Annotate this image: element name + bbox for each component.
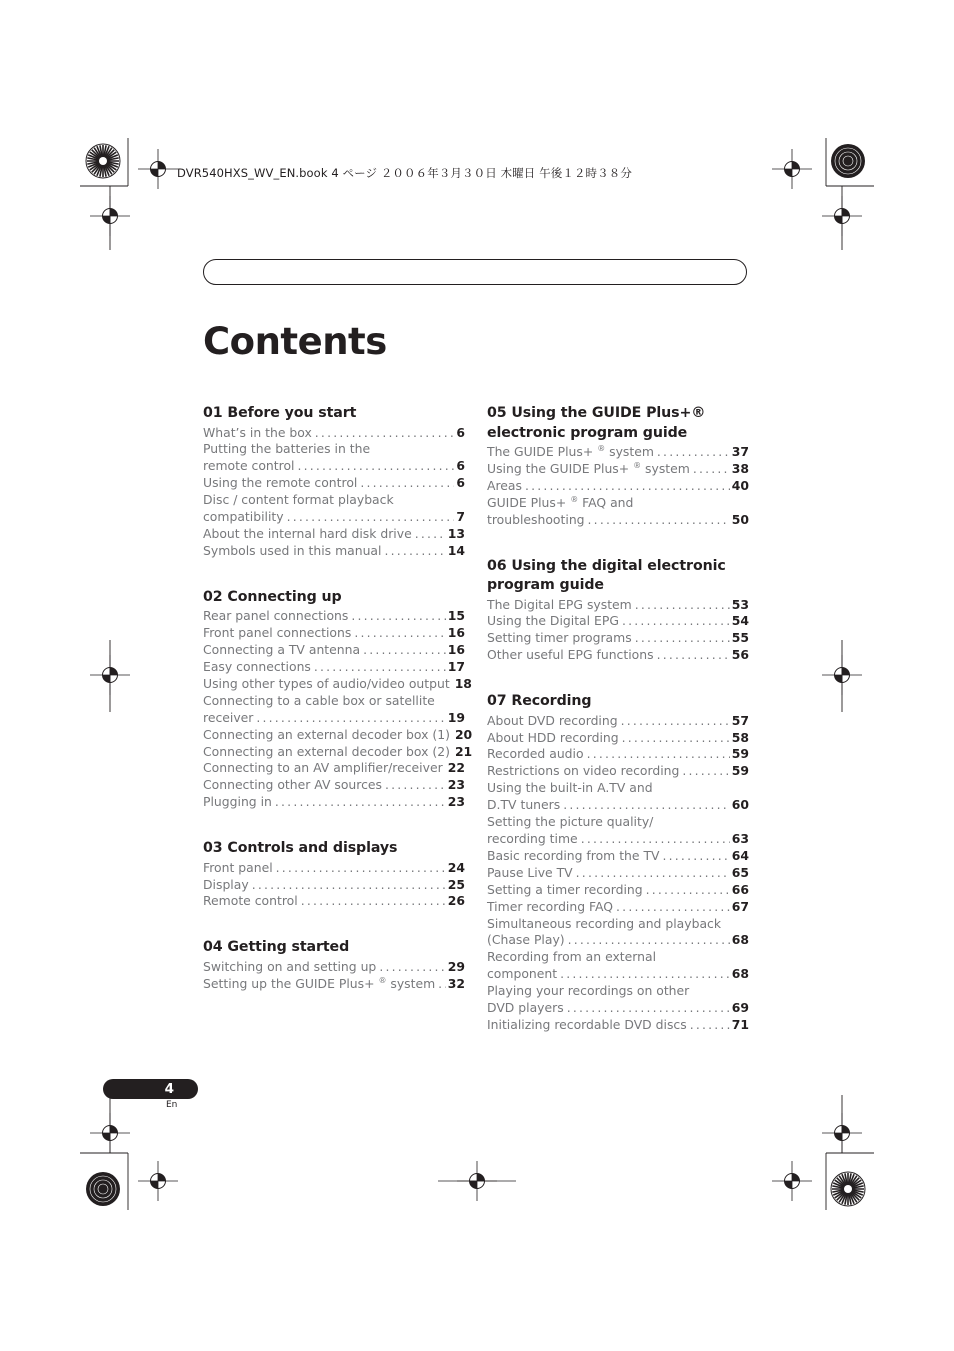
toc-entry[interactable] <box>487 444 749 461</box>
section-title: 06 Using the digital electronic program guide <box>487 557 726 594</box>
section-title: 02 Connecting up <box>203 588 342 605</box>
toc-page-number: 59 <box>731 763 749 779</box>
toc-right-column <box>487 404 749 1062</box>
toc-entry-line <box>203 509 465 526</box>
dot-leader <box>690 1017 730 1034</box>
toc-entry-title: Using the GUIDE Plus+ ® system <box>487 460 690 476</box>
toc-section <box>203 404 465 560</box>
toc-entry-title: Setting a timer recording <box>487 881 643 897</box>
toc-entry-title: receiver <box>203 709 254 725</box>
toc-entry[interactable] <box>203 475 465 492</box>
toc-page-number: 60 <box>731 797 749 813</box>
toc-entry-title: Connecting to a cable box or satellite <box>203 692 435 708</box>
dot-leader <box>567 1000 730 1017</box>
toc-entry-title: Basic recording from the TV <box>487 847 660 863</box>
page-title: Contents <box>203 320 387 363</box>
dot-leader <box>275 794 446 811</box>
toc-entry-line <box>487 848 749 865</box>
dot-leader <box>252 877 446 894</box>
toc-entry-line <box>203 976 465 993</box>
toc-entry-title: Recorded audio <box>487 746 584 762</box>
toc-entry-title: Disc / content format playback <box>203 492 394 508</box>
dot-leader <box>385 777 446 794</box>
toc-entry-title: Easy connections <box>203 658 311 674</box>
toc-entry[interactable] <box>487 848 749 865</box>
dot-leader <box>587 746 730 763</box>
toc-entry-line <box>203 425 465 442</box>
toc-section <box>203 839 465 910</box>
dot-leader <box>693 461 730 478</box>
toc-entry-line <box>203 543 465 560</box>
toc-entry-line <box>203 794 465 811</box>
toc-entry-title: Recording from an external <box>487 949 657 965</box>
toc-entry[interactable] <box>487 461 749 478</box>
toc-page-number: 55 <box>731 630 749 646</box>
toc-entry-title: Using other types of audio/video output <box>203 675 450 691</box>
toc-entry-title: Symbols used in this manual <box>203 542 382 558</box>
page-number-tab <box>103 1079 198 1099</box>
dot-leader <box>616 899 730 916</box>
toc-entry-title: Display <box>203 876 249 892</box>
toc-entry[interactable] <box>203 675 472 693</box>
toc-entry-title: Plugging in <box>203 794 272 810</box>
section-title: 05 Using the GUIDE Plus+® electronic program guide <box>487 405 706 441</box>
toc-entry-line <box>487 814 749 831</box>
toc-page-number: 38 <box>731 460 749 476</box>
toc-entry-title: troubleshooting <box>487 511 585 527</box>
toc-entry-line <box>203 893 465 910</box>
dot-leader <box>588 512 730 529</box>
dot-leader <box>560 966 730 983</box>
toc-entry-title: Other useful EPG functions <box>487 647 654 663</box>
toc-entry-line <box>487 647 749 664</box>
toc-entry[interactable] <box>203 642 465 659</box>
toc-entry-title: Setting the picture quality/ <box>487 814 654 830</box>
toc-entry-line <box>203 608 465 625</box>
dot-leader <box>360 475 454 492</box>
toc-entry[interactable] <box>487 865 749 882</box>
dot-leader <box>622 730 730 747</box>
dot-leader <box>682 763 729 780</box>
toc-entry-line <box>487 916 749 933</box>
toc-entry[interactable] <box>487 495 749 529</box>
toc-page-number: 6 <box>456 475 465 491</box>
toc-page-number: 64 <box>731 847 749 863</box>
dot-leader <box>314 659 446 676</box>
toc-entry-title: Initializing recordable DVD discs <box>487 1016 687 1032</box>
toc-entry-title: The Digital EPG system <box>487 596 632 612</box>
toc-entry-line <box>203 760 465 777</box>
toc-entry-title: Front panel connections <box>203 625 352 641</box>
toc-page-number: 20 <box>454 726 473 742</box>
toc-entry-line <box>203 710 465 727</box>
toc-entry-title: About the internal hard disk drive <box>203 525 412 541</box>
toc-entry-line <box>487 512 749 529</box>
toc-page-number: 21 <box>454 743 473 759</box>
toc-entry-line <box>203 860 465 877</box>
toc-entry-line <box>487 983 749 1000</box>
toc-entry[interactable] <box>203 608 465 625</box>
toc-entry-title: The GUIDE Plus+ ® system <box>487 443 654 459</box>
toc-entry-title: Setting timer programs <box>487 630 632 646</box>
toc-page-number: 40 <box>731 477 749 493</box>
toc-entry-line <box>487 613 749 630</box>
dot-leader <box>635 597 730 614</box>
file-info-header: DVR540HXS_WV_EN.book 4 ページ ２００６年３月３０日 木曜日 午後１２時３８分 <box>177 166 632 180</box>
toc-page-number: 65 <box>731 864 749 880</box>
toc-entry-title: Switching on and setting up <box>203 958 377 974</box>
toc-page-number: 24 <box>447 859 465 875</box>
toc-entry-title: Using the remote control <box>203 475 358 491</box>
toc-entry-title: Connecting to an AV amplifier/receiver <box>203 760 443 776</box>
toc-entry-title: Putting the batteries in the <box>203 441 371 457</box>
toc-page-number: 66 <box>731 881 749 897</box>
toc-entry-line <box>203 675 472 693</box>
toc-page-number: 63 <box>731 831 749 846</box>
toc-entry-title: Connecting other AV sources <box>203 777 382 793</box>
dot-leader <box>384 543 445 560</box>
toc-entry[interactable] <box>487 983 749 1017</box>
toc-entry-line <box>203 877 465 894</box>
toc-entry-title: About DVD recording <box>487 712 618 728</box>
dot-leader <box>287 509 455 526</box>
toc-entry-title: Connecting a TV antenna <box>203 642 361 658</box>
dot-leader <box>657 647 730 664</box>
toc-entry[interactable] <box>203 726 473 744</box>
toc-entry-line <box>487 932 749 949</box>
toc-page-number: 68 <box>731 966 749 982</box>
dot-leader <box>581 831 730 848</box>
toc-page-number: 13 <box>447 525 465 541</box>
toc-entry-line <box>203 458 465 475</box>
toc-entry[interactable] <box>487 647 749 664</box>
dot-leader <box>256 710 445 727</box>
toc-entry-line <box>487 763 749 780</box>
section-title: 07 Recording <box>487 693 592 710</box>
toc-page-number: 22 <box>447 760 465 776</box>
toc-page-number: 54 <box>731 613 749 629</box>
toc-entry-line <box>203 743 473 761</box>
toc-entry-title: Restrictions on video recording <box>487 763 680 779</box>
toc-entry[interactable] <box>487 630 749 647</box>
toc-page-number: 23 <box>447 794 465 810</box>
dot-leader <box>351 608 445 625</box>
toc-entry-line <box>487 949 749 966</box>
toc-page-number: 67 <box>731 898 749 914</box>
toc-entry-line <box>487 1000 749 1017</box>
toc-entry-title: Timer recording FAQ <box>487 898 614 914</box>
toc-entry-line <box>487 899 749 916</box>
toc-page-number: 23 <box>447 777 465 793</box>
toc-entry-title: component <box>487 966 558 982</box>
toc-entry[interactable] <box>487 882 749 899</box>
toc-left-column <box>203 404 473 1021</box>
toc-page-number: 7 <box>456 509 465 525</box>
toc-entry-title: (Chase Play) <box>487 932 565 948</box>
toc-page-number: 6 <box>456 458 465 474</box>
toc-entry[interactable] <box>203 976 465 993</box>
toc-entry[interactable] <box>203 526 465 543</box>
toc-entry-title: Rear panel connections <box>203 608 349 624</box>
toc-entry-line <box>487 713 749 730</box>
toc-entry-title: remote control <box>203 458 295 474</box>
toc-page-number: 16 <box>447 642 465 658</box>
toc-entry-line <box>203 625 465 642</box>
toc-page-number: 57 <box>731 712 749 728</box>
toc-entry[interactable] <box>487 613 749 630</box>
dot-leader <box>415 526 446 543</box>
toc-entry[interactable] <box>203 777 465 794</box>
toc-entry-title: Using the Digital EPG <box>487 613 619 629</box>
toc-entry-line <box>487 478 749 495</box>
dot-leader <box>301 893 446 910</box>
toc-entry-line <box>487 966 749 983</box>
toc-page-number: 26 <box>447 893 465 909</box>
toc-entry[interactable] <box>487 713 749 730</box>
toc-page-number: 25 <box>447 876 465 892</box>
toc-entry[interactable] <box>487 814 749 848</box>
toc-entry-title: What’s in the box <box>203 424 312 440</box>
toc-entry[interactable] <box>487 730 749 747</box>
toc-entry-line <box>487 461 749 478</box>
toc-page-number: 50 <box>731 511 749 527</box>
toc-entry-title: GUIDE Plus+ ® FAQ and <box>487 494 634 510</box>
toc-entry-title: About HDD recording <box>487 729 619 745</box>
toc-page-number: 29 <box>447 958 465 974</box>
toc-entry[interactable] <box>487 916 749 950</box>
toc-entry[interactable] <box>203 959 465 976</box>
toc-section <box>487 557 749 665</box>
toc-entry-line <box>487 730 749 747</box>
toc-entry[interactable] <box>487 478 749 495</box>
toc-page-number: 32 <box>447 975 465 991</box>
dot-leader <box>363 642 446 659</box>
toc-entry-title: Setting up the GUIDE Plus+ ® system <box>203 975 436 991</box>
dot-leader <box>315 425 455 442</box>
toc-entry-title: Using the built-in A.TV and <box>487 780 653 796</box>
chapter-title-box <box>203 259 747 285</box>
toc-entry[interactable] <box>203 693 465 727</box>
toc-page-number: 15 <box>447 608 465 624</box>
toc-page-number: 56 <box>731 647 749 663</box>
toc-entry-line <box>487 797 749 814</box>
toc-entry-line <box>203 777 465 794</box>
toc-entry-title: compatibility <box>203 509 284 525</box>
toc-page-number: 53 <box>731 596 749 612</box>
toc-entry-line <box>203 642 465 659</box>
toc-entry-line <box>487 444 749 461</box>
toc-page-number: 59 <box>731 746 749 762</box>
toc-entry-line <box>487 630 749 647</box>
toc-entry-title: Areas <box>487 477 522 493</box>
toc-entry-line <box>203 441 465 458</box>
toc-entry-title: Remote control <box>203 893 298 909</box>
page-number: 4 <box>164 1080 174 1097</box>
section-title: 03 Controls and displays <box>203 840 398 857</box>
dot-leader <box>657 444 730 461</box>
toc-entry-line <box>487 597 749 614</box>
toc-section <box>487 404 749 529</box>
toc-entry[interactable] <box>203 425 465 442</box>
toc-entry[interactable] <box>487 746 749 763</box>
toc-entry-line <box>487 495 749 512</box>
language-label: En <box>166 1100 178 1110</box>
toc-entry-title: Playing your recordings on other <box>487 983 690 999</box>
toc-entry-line <box>203 659 465 676</box>
toc-entry[interactable] <box>203 543 465 560</box>
toc-page-number: 19 <box>447 709 465 725</box>
toc-entry[interactable] <box>487 1017 749 1034</box>
toc-entry[interactable] <box>203 625 465 642</box>
toc-entry-line <box>203 526 465 543</box>
toc-entry-title: Connecting an external decoder box (2) <box>203 743 450 759</box>
dot-leader <box>525 478 730 495</box>
toc-section <box>487 692 749 1034</box>
toc-entry-title: recording time <box>487 831 578 846</box>
toc-section <box>203 938 465 992</box>
toc-page-number: 18 <box>454 675 472 691</box>
dot-leader <box>663 848 730 865</box>
toc-entry-line <box>487 882 749 899</box>
toc-entry-title: Pause Live TV <box>487 864 573 880</box>
toc-section <box>203 588 473 811</box>
toc-entry-line <box>203 959 465 976</box>
toc-entry[interactable] <box>203 441 465 475</box>
toc-entry-title: Simultaneous recording and playback <box>487 915 722 931</box>
toc-page-number: 58 <box>731 729 749 745</box>
toc-page-number: 69 <box>731 1000 749 1016</box>
toc-entry[interactable] <box>203 659 465 676</box>
toc-page-number: 68 <box>731 932 749 948</box>
toc-entry-title: Connecting an external decoder box (1) <box>203 726 450 742</box>
toc-entry-line <box>487 831 749 848</box>
toc-entry[interactable] <box>203 760 465 777</box>
toc-entry[interactable] <box>203 743 473 761</box>
toc-entry-line <box>487 1017 749 1034</box>
dot-leader <box>621 713 730 730</box>
dot-leader <box>354 625 445 642</box>
toc-entry-line <box>203 726 473 744</box>
dot-leader <box>563 797 730 814</box>
dot-leader <box>297 458 454 475</box>
toc-page-number: 37 <box>731 444 749 459</box>
dot-leader <box>576 865 730 882</box>
dot-leader <box>622 613 730 630</box>
toc-entry-line <box>203 475 465 492</box>
toc-entry-line <box>203 693 465 710</box>
toc-entry[interactable] <box>203 893 465 910</box>
toc-entry-line <box>487 746 749 763</box>
toc-entry-line <box>487 865 749 882</box>
toc-entry[interactable] <box>203 860 465 877</box>
dot-leader <box>635 630 730 647</box>
toc-entry[interactable] <box>487 597 749 614</box>
toc-page-number: 14 <box>447 542 465 558</box>
dot-leader <box>276 860 446 877</box>
toc-page-number: 71 <box>731 1016 749 1032</box>
toc-page-number: 6 <box>456 424 465 440</box>
toc-entry[interactable] <box>487 763 749 780</box>
toc-entry[interactable] <box>487 899 749 916</box>
toc-entry-title: DVD players <box>487 1000 564 1016</box>
dot-leader <box>646 882 730 899</box>
toc-entry-line <box>487 780 749 797</box>
section-title: 04 Getting started <box>203 939 350 956</box>
toc-entry-line <box>203 492 465 509</box>
dot-leader <box>379 959 445 976</box>
toc-entry-title: Front panel <box>203 859 273 875</box>
toc-page-number: 17 <box>447 658 465 674</box>
toc-entry[interactable] <box>203 877 465 894</box>
toc-entry[interactable] <box>487 949 749 983</box>
toc-page-number: 16 <box>447 625 465 641</box>
dot-leader <box>568 932 730 949</box>
toc-entry[interactable] <box>203 492 465 526</box>
section-title: 01 Before you start <box>203 405 357 421</box>
toc-entry[interactable] <box>203 794 465 811</box>
dot-leader <box>438 976 446 993</box>
toc-entry-title: D.TV tuners <box>487 797 561 813</box>
toc-entry[interactable] <box>487 780 749 814</box>
